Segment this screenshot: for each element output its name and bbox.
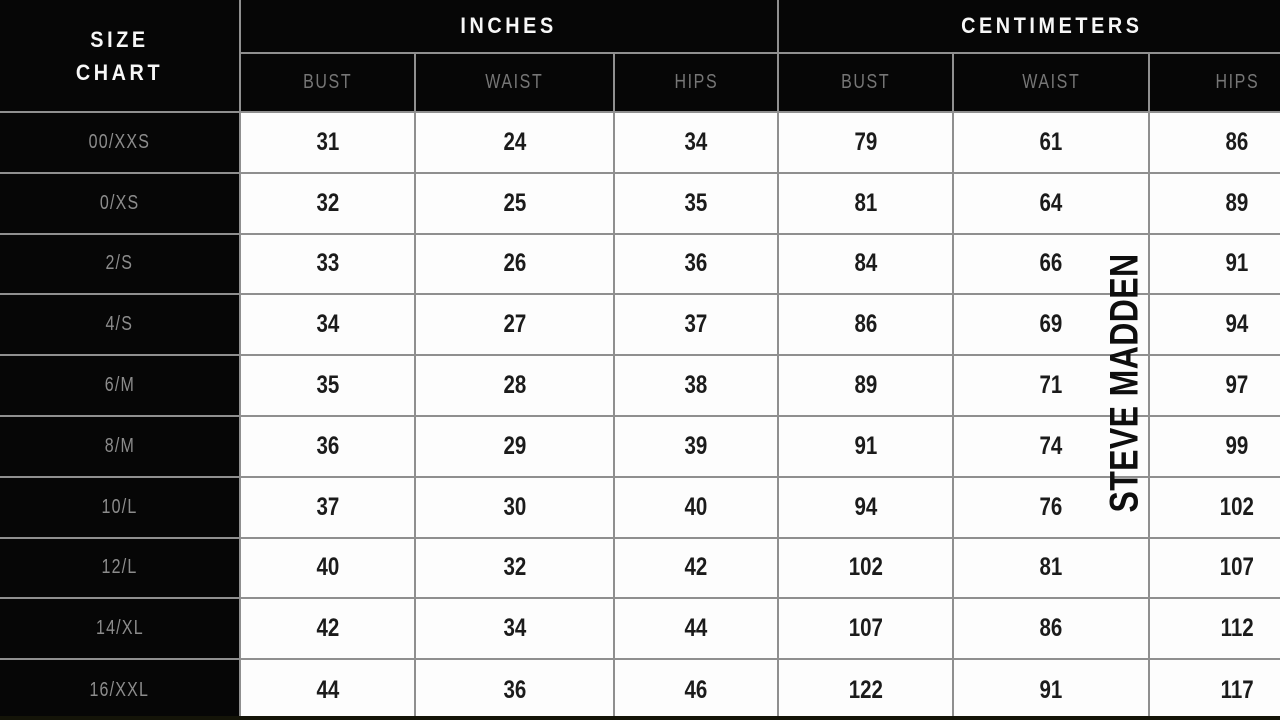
value-cell: 44 <box>240 659 415 720</box>
value-cell: 28 <box>415 355 614 416</box>
value-cell: 31 <box>240 112 415 173</box>
value-cell: 81 <box>778 173 953 234</box>
bottom-edge-strip <box>0 716 1280 720</box>
value-cell: 36 <box>415 659 614 720</box>
size-label: 14/XL <box>0 598 240 659</box>
size-label: 00/XXS <box>0 112 240 173</box>
value-cell: 32 <box>415 538 614 599</box>
table-row <box>0 355 1280 416</box>
value-cell: 36 <box>614 234 778 295</box>
value-cell: 107 <box>778 598 953 659</box>
value-cell: 79 <box>778 112 953 173</box>
table-row <box>0 598 1280 659</box>
table-row <box>0 173 1280 234</box>
table-row <box>0 234 1280 295</box>
value-cell: 35 <box>240 355 415 416</box>
size-label: 16/XXL <box>0 659 240 720</box>
value-cell: 91 <box>953 659 1149 720</box>
inches-group-header <box>240 0 778 53</box>
value-cell: 27 <box>415 294 614 355</box>
size-label: 0/XS <box>0 173 240 234</box>
size-label: 8/M <box>0 416 240 477</box>
value-cell: 33 <box>240 234 415 295</box>
table-row <box>0 477 1280 538</box>
value-cell: 42 <box>614 538 778 599</box>
size-label: 4/S <box>0 294 240 355</box>
value-cell: 99 <box>1149 416 1280 477</box>
column-header-waist-cm: WAIST <box>953 53 1149 112</box>
value-cell: 25 <box>415 173 614 234</box>
table-row <box>0 294 1280 355</box>
value-cell: 102 <box>778 538 953 599</box>
value-cell: 91 <box>778 416 953 477</box>
value-cell: 26 <box>415 234 614 295</box>
value-cell: 34 <box>614 112 778 173</box>
value-cell: 29 <box>415 416 614 477</box>
value-cell: 112 <box>1149 598 1280 659</box>
value-cell: 46 <box>614 659 778 720</box>
size-label: 10/L <box>0 477 240 538</box>
column-header-hips-cm: HIPS <box>1149 53 1280 112</box>
value-cell: 69 <box>953 294 1149 355</box>
value-cell: 84 <box>778 234 953 295</box>
value-cell: 86 <box>953 598 1149 659</box>
value-cell: 97 <box>1149 355 1280 416</box>
inches-group-label: INCHES <box>460 13 558 38</box>
value-cell: 30 <box>415 477 614 538</box>
size-chart-title-line1: SIZE <box>90 26 149 52</box>
centimeters-group-label: CENTIMETERS <box>960 13 1143 38</box>
value-cell: 91 <box>1149 234 1280 295</box>
value-cell: 89 <box>1149 173 1280 234</box>
column-header-bust-cm: BUST <box>778 53 953 112</box>
value-cell: 71 <box>953 355 1149 416</box>
value-cell: 86 <box>778 294 953 355</box>
table-row <box>0 112 1280 173</box>
column-header-bust-in: BUST <box>240 53 415 112</box>
value-cell: 36 <box>240 416 415 477</box>
value-cell: 66 <box>953 234 1149 295</box>
value-cell: 89 <box>778 355 953 416</box>
value-cell: 74 <box>953 416 1149 477</box>
table-row <box>0 659 1280 720</box>
value-cell: 94 <box>778 477 953 538</box>
value-cell: 86 <box>1149 112 1280 173</box>
column-header-hips-in: HIPS <box>614 53 778 112</box>
brand-watermark: STEVE MADDEN <box>1102 253 1147 513</box>
value-cell: 122 <box>778 659 953 720</box>
centimeters-group-header <box>778 0 1280 53</box>
value-cell: 81 <box>953 538 1149 599</box>
value-cell: 38 <box>614 355 778 416</box>
unit-header-row <box>0 0 1280 53</box>
size-label: 6/M <box>0 355 240 416</box>
value-cell: 34 <box>415 598 614 659</box>
value-cell: 39 <box>614 416 778 477</box>
value-cell: 94 <box>1149 294 1280 355</box>
value-cell: 42 <box>240 598 415 659</box>
column-header-waist-in: WAIST <box>415 53 614 112</box>
value-cell: 34 <box>240 294 415 355</box>
value-cell: 35 <box>614 173 778 234</box>
value-cell: 40 <box>240 538 415 599</box>
value-cell: 44 <box>614 598 778 659</box>
value-cell: 102 <box>1149 477 1280 538</box>
size-label: 12/L <box>0 538 240 599</box>
size-chart-title-line2: CHART <box>75 59 164 85</box>
value-cell: 117 <box>1149 659 1280 720</box>
value-cell: 24 <box>415 112 614 173</box>
size-label: 2/S <box>0 234 240 295</box>
table-row <box>0 538 1280 599</box>
size-chart-title-cell <box>0 0 240 112</box>
value-cell: 76 <box>953 477 1149 538</box>
value-cell: 107 <box>1149 538 1280 599</box>
value-cell: 32 <box>240 173 415 234</box>
value-cell: 64 <box>953 173 1149 234</box>
value-cell: 61 <box>953 112 1149 173</box>
value-cell: 40 <box>614 477 778 538</box>
value-cell: 37 <box>614 294 778 355</box>
value-cell: 37 <box>240 477 415 538</box>
table-row <box>0 416 1280 477</box>
size-chart-title <box>76 23 163 89</box>
